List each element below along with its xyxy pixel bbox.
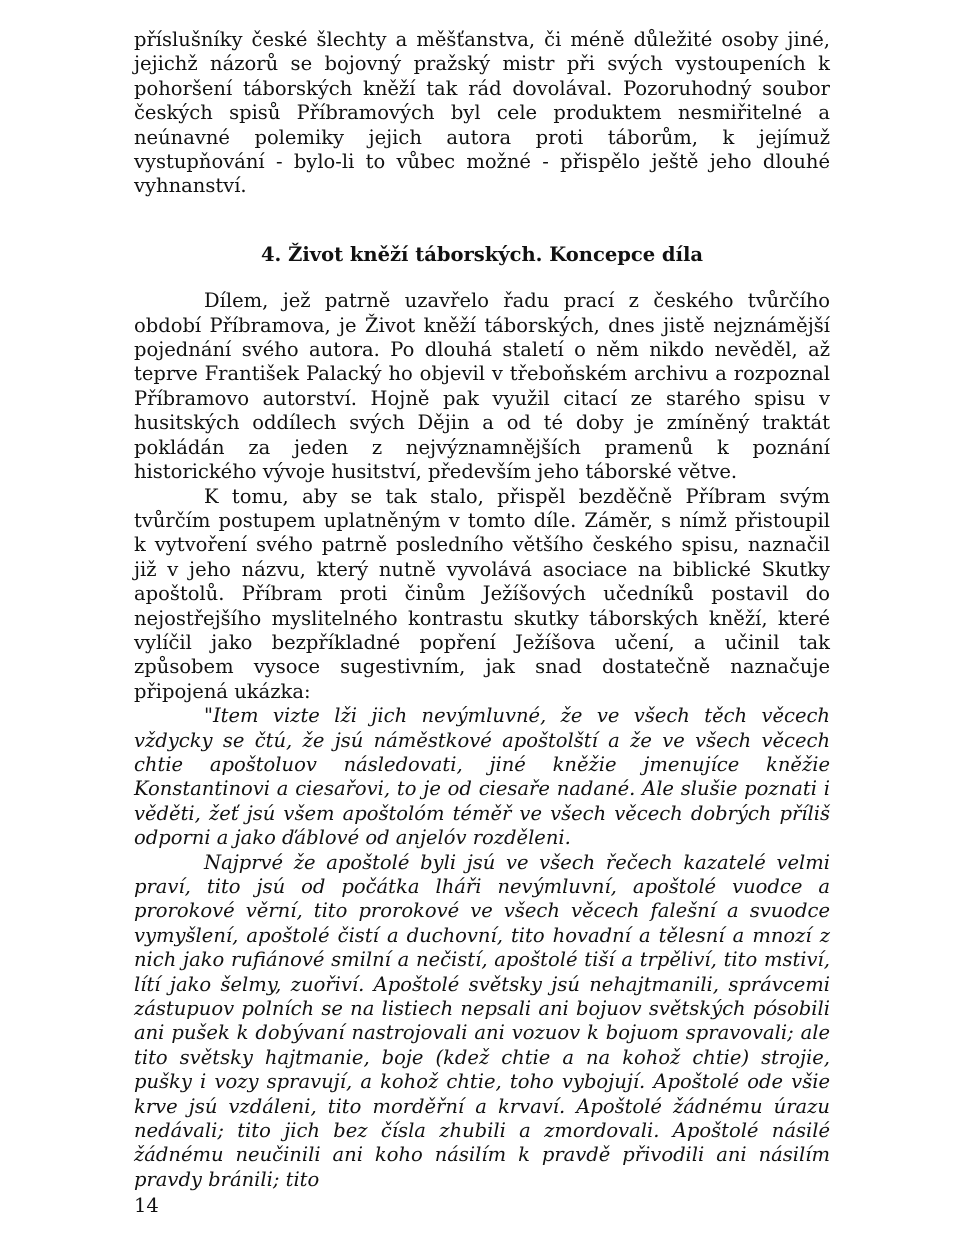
section-heading: 4. Život kněží táborských. Koncepce díla: [260, 242, 704, 266]
paragraph-concept: K tomu, aby se tak stalo, přispěl bezděčně Příbram svým tvůrčím postupem uplatněným v tomto díle. Záměr, s nímž přistoupil k vytvoření svého patrně posledního většího českého spisu, naznačil již v jeho názvu, který nutně vyvolává asociace na biblické Skutky apoštolů. Příbram proti činům Ježíšových učedníků postavil do nejostřejšího myslitelného kontrastu skutky táborských kněží, které vylíčil jako bezpříkladné popření Ježíšova učení, a učinil tak způsobem vysoce sugestivním, jak snad dostatečně naznačuje připojená ukázka:: [134, 484, 830, 703]
page-number: 14: [134, 1194, 159, 1217]
paragraph-intro: Dílem, jež patrně uzavřelo řadu prací z českého tvůrčího období Příbramova, je Život kněží táborských, dnes jistě nejznámější pojednání svého autora. Po dlouhá staletí o něm nikdo nevěděl, až teprve František Palacký ho objevil v třeboňském archivu a rozpoznal Příbramovo autorství. Hojně pak využil citací ze starého spisu v husitských oddílech svých Dějin a od té doby je zmíněný traktát pokládán za jeden z nejvýznamnějších pramenů k poznání historického vývoje husitství, především jeho táborské větve.: [134, 289, 830, 484]
quote-paragraph-2: Najprvé že apoštolé byli jsú ve všech řečech kazatelé velmi praví, tito jsú od počátka lháři nevýmluvní, apoštolé vuodce a prorokové věrní, tito prorokové ve všech věcech falešní a svuodce vymyšlení, apoštolé čistí a duchovní, tito hovadní a tělesní a mnozí z nich jako rufiánové smilní a nečistí, apoštolé tiší a trpěliví, tito mstiví, lítí jako šelmy, zuořiví. Apoštolé světsky jsú nehajtmanili, správcemi zástupuov polních se na listiech nepsali ani bojuov světských pósobili ani pušek k dobývaní nastrojovali ani vozuov k bojuom spravovali; ale tito světsky hajtmanie, boje (kdež chtie a na kohož chtie) strojie, pušky i vozy spravují, a kohož chtie, toho vybojují. Apoštolé ode všie krve jsú vzdáleni, tito morděřní a krvaví. Apoštolé žádnému úrazu nedávali; tito jich bez čísla zhubili a zmordovali. Apoštolé násilé žádnému neučinili ani koho násilím k pravdě přivodili ani násilím pravdy bránili; tito: [134, 850, 830, 1191]
document-page: [134, 28, 830, 1192]
quote-paragraph-1: "Item vizte lži jich nevýmluvné, že ve všech těch věcech vždycky se čtú, že jsú náměstkové apoštolští a že ve všech věcech chtie apoštoluov následovati, jiné kněžie jmenujíce kněžie Konstantinovi a ciesařovi, to je od ciesaře nadané. Ale slušie poznati i věděti, žeť jsú všem apoštolóm téměř ve všech věcech dobrých příliš odporni a jako ďáblové od anjelóv rozděleni.: [134, 704, 830, 850]
paragraph-continued: příslušníky české šlechty a měšťanstva, či méně důležité osoby jiné, jejichž názorů se bojovný pražský mistr při svých vystoupeních k pohoršení táborských kněží tak rád dovolával. Pozoruhodný soubor českých spisů Příbramových byl cele produktem nesmiřitelné a neúnavné polemiky jejich autora proti táborům, k jejímuž vystupňování - bylo-li to vůbec možné - přispělo ještě jeho dlouhé vyhnanství.: [134, 28, 830, 198]
